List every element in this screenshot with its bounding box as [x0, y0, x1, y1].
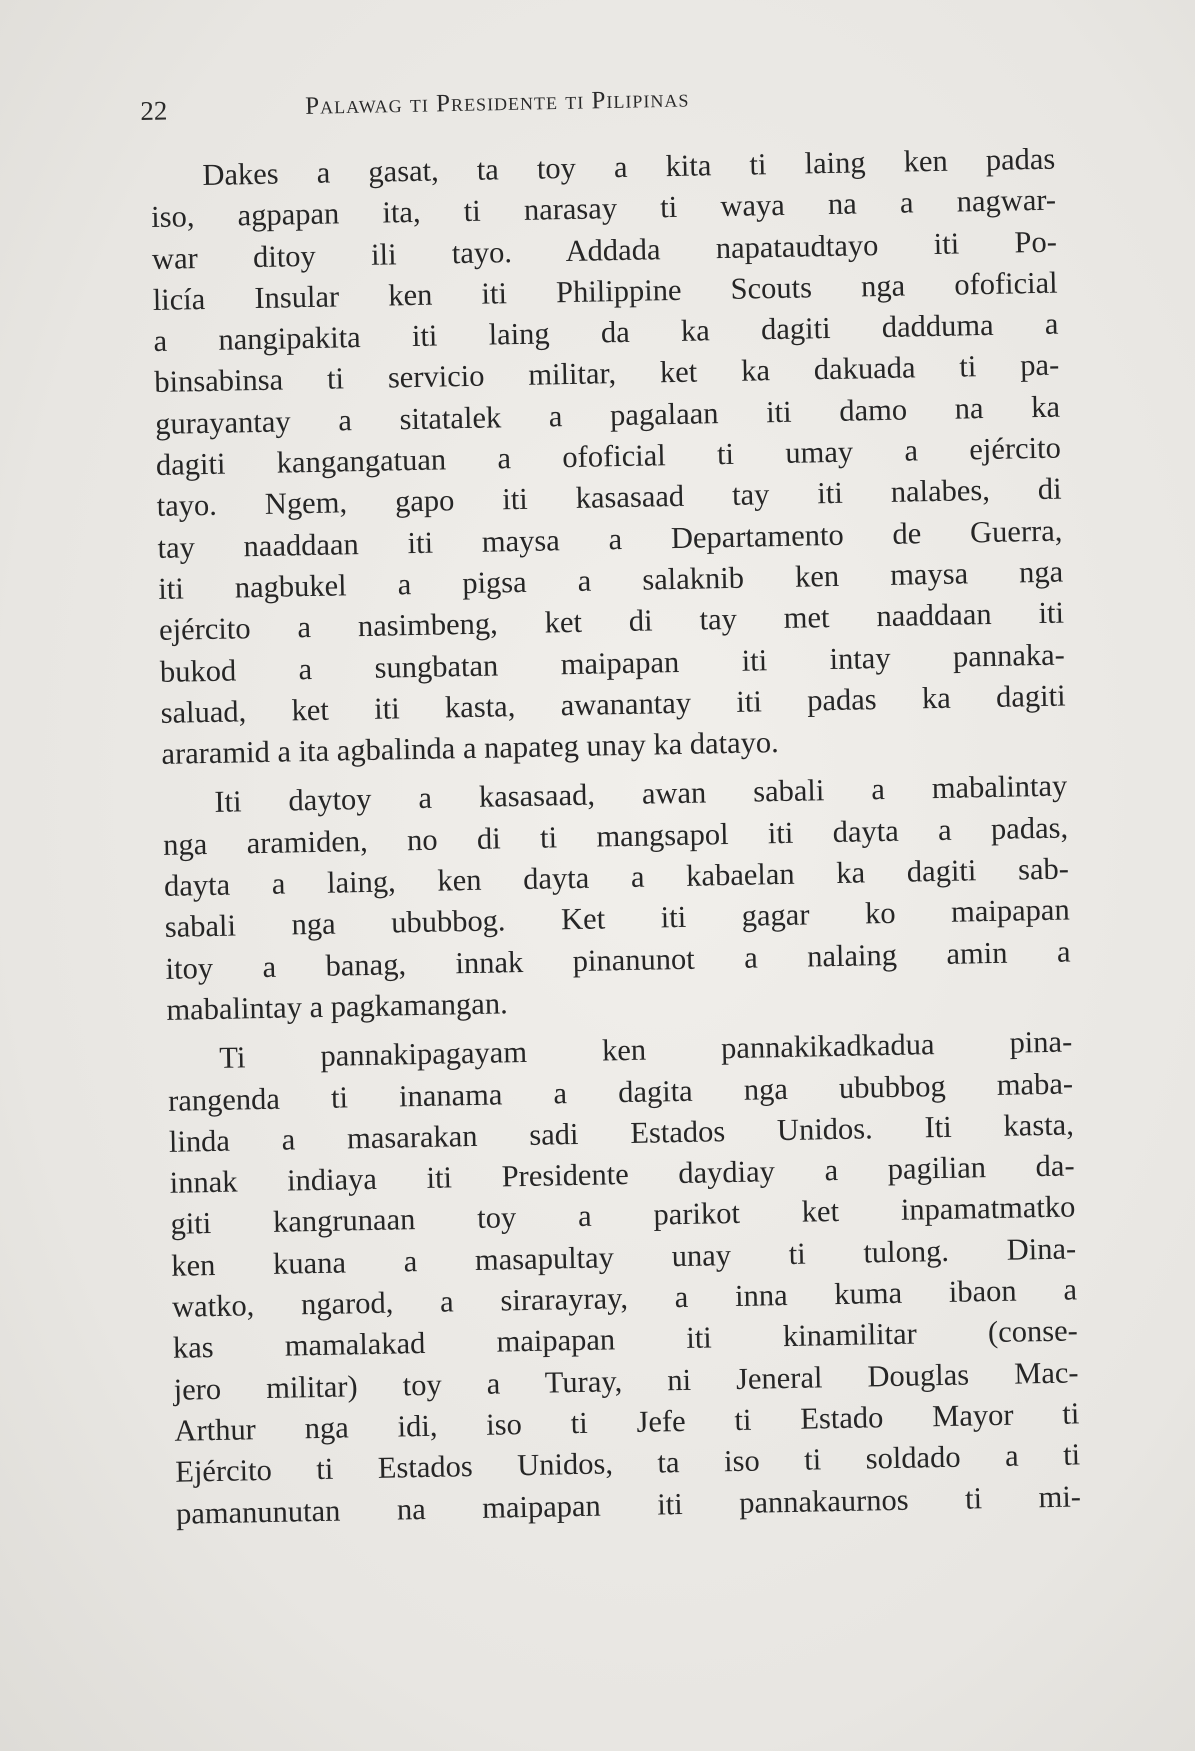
text-line: bukod a sungbatan maipapan iti intay pannaka- [159, 637, 1066, 689]
text-line: dayta a laing, ken dayta a kabaelan ka dagiti sab- [163, 851, 1070, 903]
text-line: linda a masarakan sadi Estados Unidos. Iti kasta, [168, 1107, 1075, 1159]
text-line: saluad, ket iti kasta, awanantay iti padas ka dagiti [160, 678, 1066, 730]
text-line: tay naaddaan iti maysa a Departamento de Guerra, [157, 513, 1063, 565]
paragraph-3 [167, 1022, 1081, 1535]
running-title: Palawag ti Presidente ti Pilipinas [304, 85, 690, 120]
text-line: dagiti kangangatuan a ofoficial ti umay a ejército [155, 430, 1062, 483]
text-line: ken kuana a masapultay unay ti tulong. Dina- [170, 1231, 1077, 1283]
text-line: mabalintay a pagkamangan. [166, 986, 508, 1027]
text-line: war ditoy ili tayo. Addada napataudtayo iti Po- [151, 224, 1058, 276]
text-line: Arthur nga idi, iso ti Jefe ti Estado Mayor ti [174, 1396, 1080, 1448]
text-line: rangenda ti inanama a dagita nga ububbog maba- [167, 1065, 1074, 1118]
paragraph-2 [162, 766, 1072, 1031]
running-header [140, 78, 1061, 140]
text-line: a nangipakita iti laing da ka dagiti dadduma a [153, 306, 1059, 359]
text-line: binsabinsa ti servicio militar, ket ka dakuada ti pa- [154, 348, 1060, 400]
text-line: araramid a ita agbalinda a napateg unay ka datayo. [161, 725, 780, 772]
text-line: Ejército ti Estados Unidos, ta iso ti soldado a ti [174, 1437, 1081, 1489]
text-line: kas mamalakad maipapan iti kinamilitar (conse- [172, 1313, 1079, 1366]
text-line: jero militar) toy a Turay, ni Jeneral Douglas Mac- [173, 1355, 1079, 1407]
text-line: gurayantay a sitatalek a pagalaan iti damo na ka [154, 389, 1061, 441]
paragraph-1 [150, 139, 1067, 776]
text-line: ejército a nasimbeng, ket di tay met naaddaan iti [158, 595, 1065, 648]
text-line: iti nagbukel a pigsa a salaknib ken maysa nga [157, 554, 1064, 606]
body-text [150, 139, 1081, 1543]
text-line: giti kangrunaan toy a parikot ket inpamatmatko [170, 1189, 1076, 1242]
text-line: Iti daytoy a kasasaad, awan sabali a mabalintay [214, 768, 1068, 820]
text-line: innak indiaya iti Presidente daydiay a pagilian da- [169, 1148, 1075, 1200]
text-line: watko, ngarod, a sirarayray, a inna kuma ibaon a [171, 1272, 1078, 1324]
text-line: tayo. Ngem, gapo iti kasasaad tay iti nalabes, di [156, 471, 1062, 524]
text-line: sabali nga ububbog. Ket iti gagar ko maipapan [164, 892, 1070, 945]
text-line: licía Insular ken iti Philippine Scouts nga ofoficial [152, 265, 1058, 317]
text-line: Ti pannakipagayam ken pannakikadkadua pina- [219, 1024, 1073, 1076]
text-line: itoy a banag, innak pinanunot a nalaing amin a [165, 934, 1071, 986]
page-number: 22 [140, 95, 168, 126]
text-line: nga aramiden, no di ti mangsapol iti dayta a padas, [162, 810, 1069, 862]
text-line: iso, agpapan ita, ti narasay ti waya na a nagwar- [150, 182, 1057, 235]
text-line: pamanunutan na maipapan iti pannakaurnos ti mi- [175, 1478, 1082, 1531]
text-line: Dakes a gasat, ta toy a kita ti laing ken padas [202, 141, 1056, 192]
